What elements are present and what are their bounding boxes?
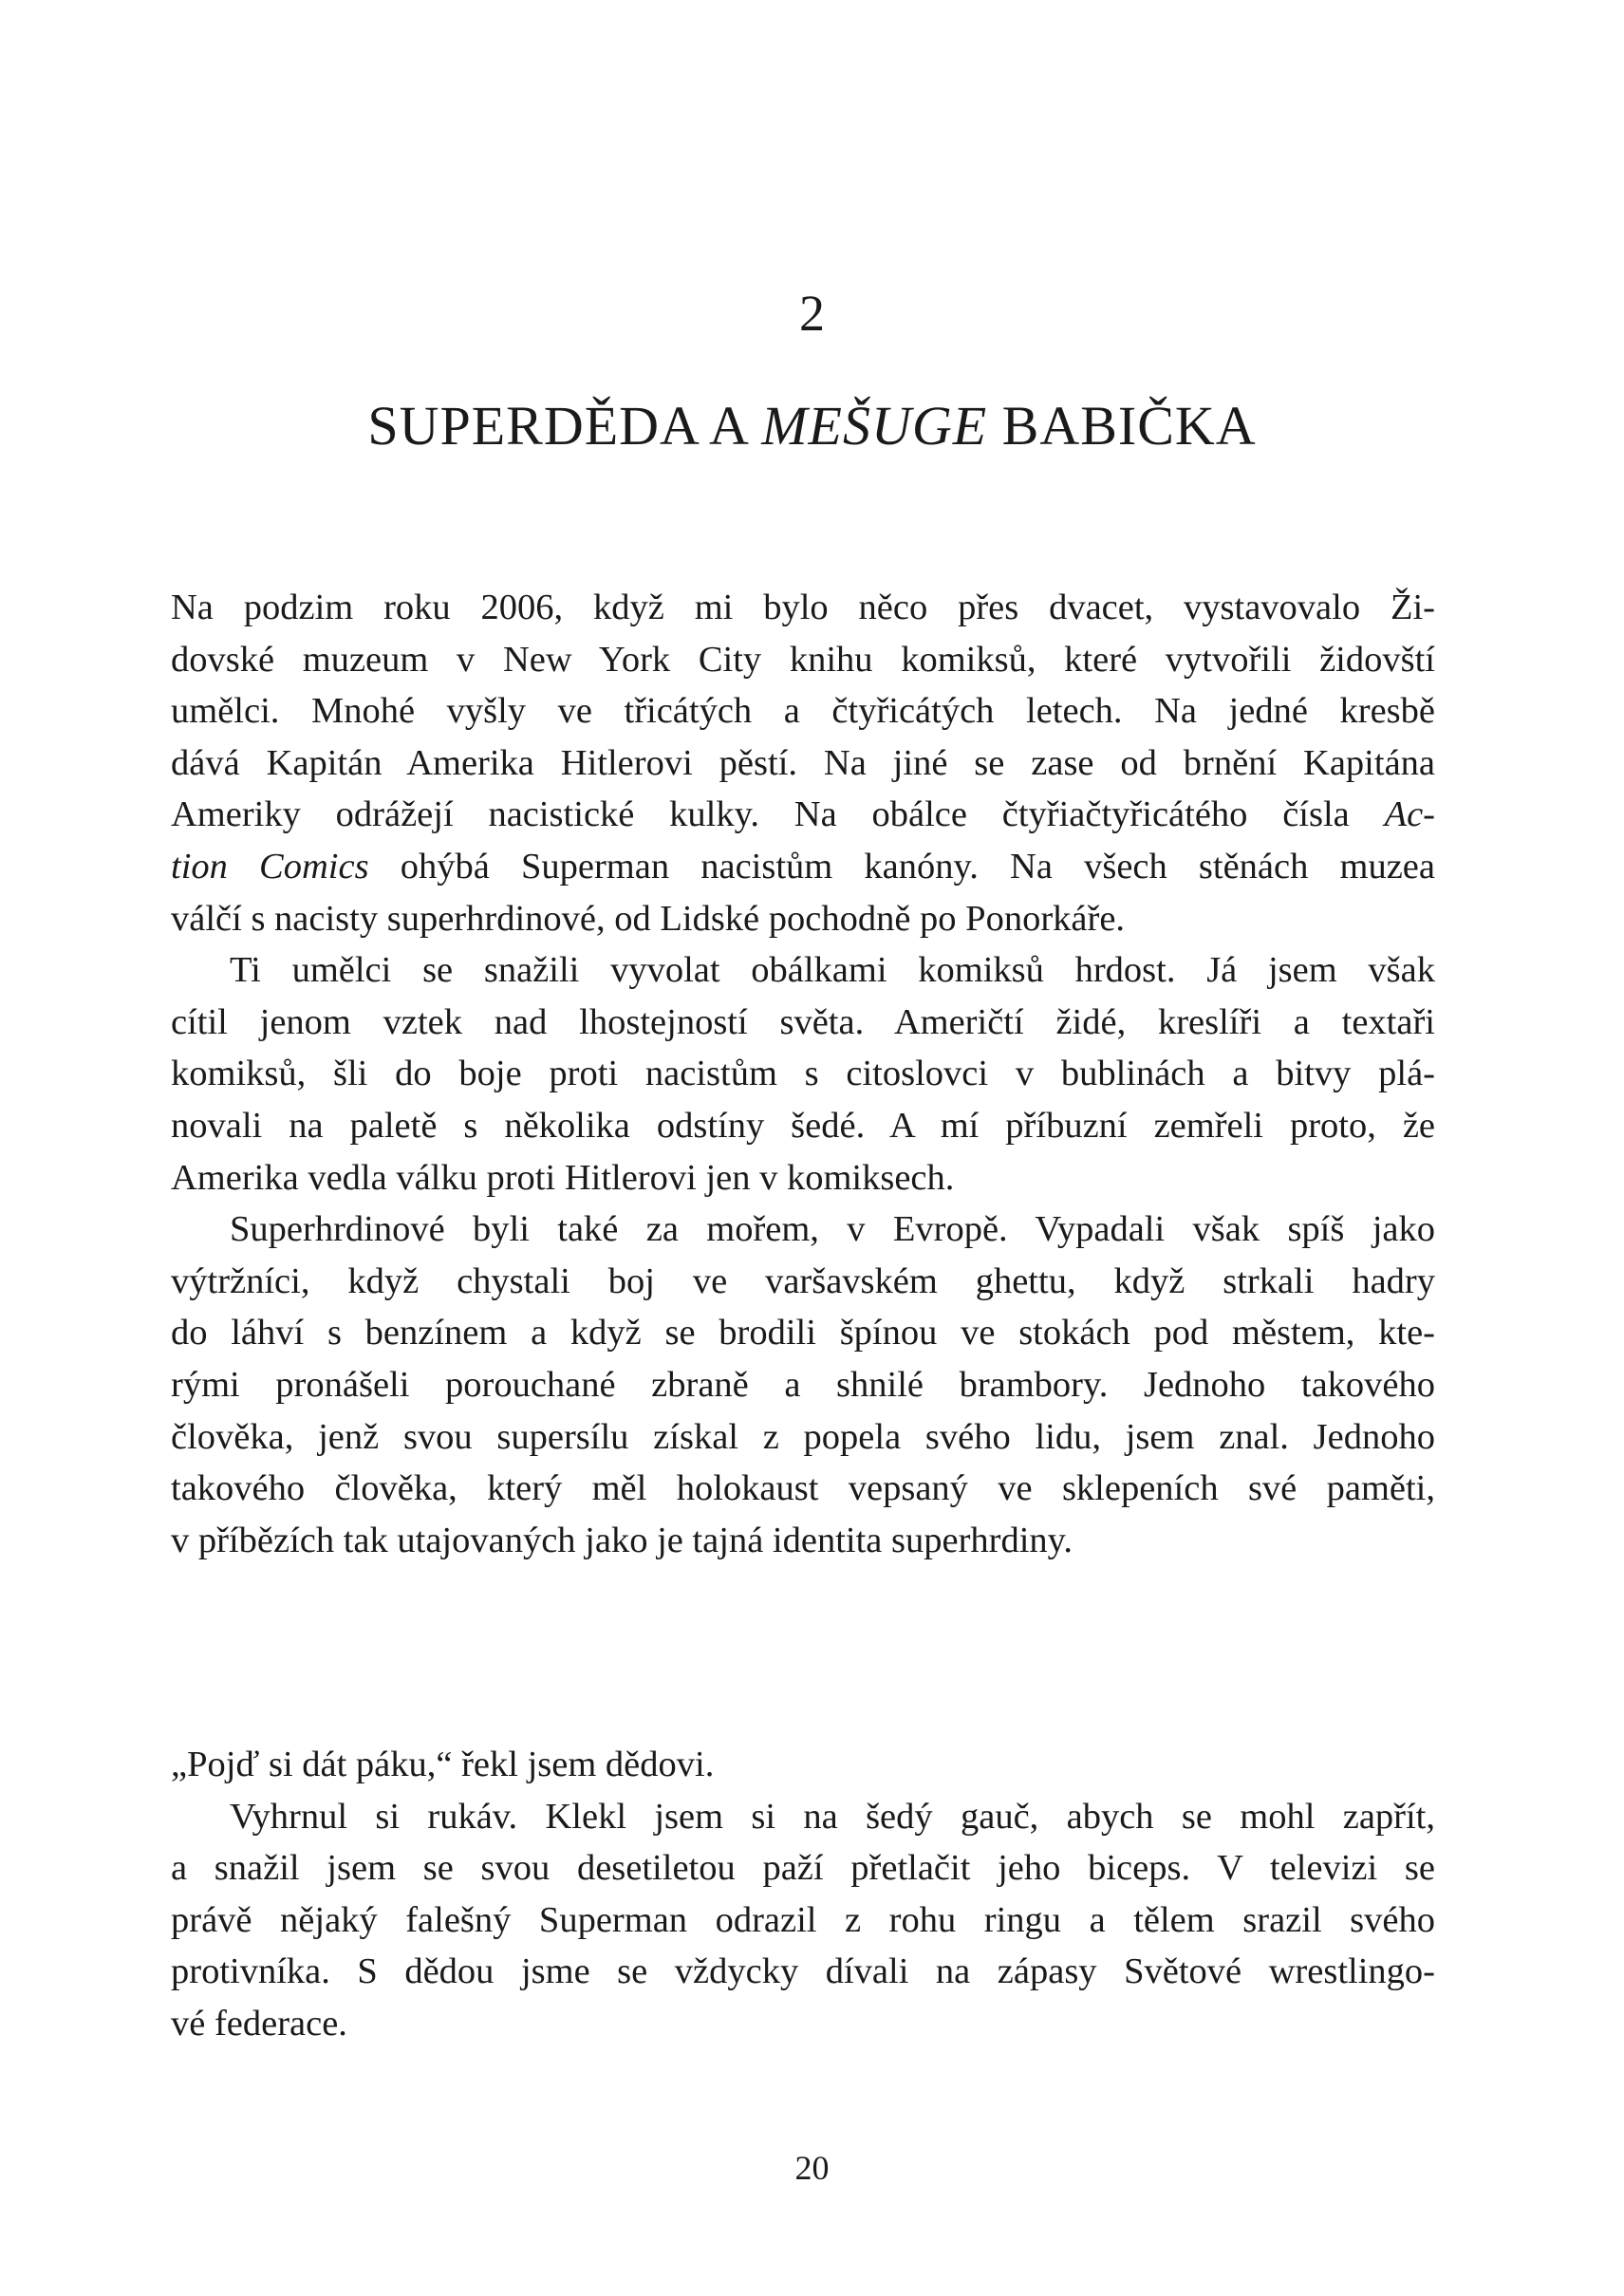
text-line: výtržníci, když chystali boj ve varšavském ghettu, když strkali hadry (171, 1260, 1435, 1301)
chapter-title-part-3: BABIČKA (987, 395, 1257, 457)
text-line: umělci. Mnohé vyšly ve třicátých a čtyřicátých letech. Na jedné kresbě (171, 691, 1435, 732)
text-segment: ohýbá Superman nacistům kanóny. Na všech stěnách muzea (368, 846, 1435, 887)
text-line: člověka, jenž svou supersílu získal z popela svého lidu, jsem znal. Jednoho (171, 1416, 1435, 1457)
text-line: Amerika vedla válku proti Hitlerovi jen v komiksech. (171, 1157, 955, 1198)
text-line: „Pojď si dát páku,“ řekl jsem dědovi. (171, 1745, 715, 1784)
text-line: Ti umělci se snažili vyvolat obálkami komiksů hrdost. Já jsem však (230, 950, 1435, 991)
page-number: 20 (794, 2149, 830, 2187)
text-line: válčí s nacisty superhrdinové, od Lidské pochodně po Ponorkáře. (171, 898, 1126, 939)
body-text-section-1 (171, 582, 1435, 1566)
text-line: komiksů, šli do boje proti nacistům s citoslovci v bublinách a bitvy plá- (171, 1054, 1435, 1094)
text-segment: Ameriky odrážejí nacistické kulky. Na obálce čtyřiačtyřicátého čísla (171, 794, 1385, 835)
text-line: dává Kapitán Amerika Hitlerovi pěstí. Na jiné se zase od brnění Kapitána (171, 742, 1435, 783)
chapter-number: 2 (799, 285, 825, 342)
text-line: do láhví s benzínem a když se brodili špínou ve stokách pod městem, kte- (171, 1313, 1435, 1353)
italic-text-segment: tion Comics (171, 846, 369, 887)
text-line: Vyhrnul si rukáv. Klekl jsem si na šedý gauč, abych se mohl zapřít, (230, 1796, 1435, 1837)
chapter-title (0, 393, 1624, 459)
body-text-section-2 (171, 1739, 1435, 2050)
text-line: a snažil jsem se svou desetiletou paží přetlačit jeho biceps. V televizi se (171, 1848, 1435, 1889)
text-line: cítil jenom vztek nad lhostejností světa. Američtí židé, kreslíři a textaři (171, 1001, 1435, 1042)
text-line (171, 841, 1435, 893)
text-line: právě nějaký falešný Superman odrazil z rohu ringu a tělem srazil svého (171, 1899, 1435, 1940)
chapter-title-italic-word: MEŠUGE (761, 395, 988, 457)
text-line: v příbězích tak utajovaných jako je tajná identita superhrdiny. (171, 1520, 1073, 1560)
text-line: Na podzim roku 2006, když mi bylo něco přes dvacet, vystavovalo Ži- (171, 588, 1435, 627)
text-line: dovské muzeum v New York City knihu komiksů, které vytvořili židovští (171, 639, 1435, 680)
text-line: vé federace. (171, 2003, 347, 2044)
text-line: novali na paletě s několika odstíny šedé. A mí příbuzní zemřeli proto, že (171, 1105, 1435, 1146)
text-line: Superhrdinové byli také za mořem, v Evropě. Vypadali však spíš jako (230, 1209, 1435, 1250)
chapter-title-part-1: SUPERDĚDA A (367, 395, 762, 457)
text-line (171, 789, 1435, 841)
text-line: rými pronášeli porouchané zbraně a shnilé brambory. Jednoho takového (171, 1364, 1435, 1405)
text-line: takového člověka, který měl holokaust vepsaný ve sklepeních své paměti, (171, 1468, 1435, 1509)
text-line: protivníka. S dědou jsme se vždycky dívali na zápasy Světové wrestlingo- (171, 1951, 1435, 1992)
italic-text-segment: Ac- (1384, 794, 1435, 835)
